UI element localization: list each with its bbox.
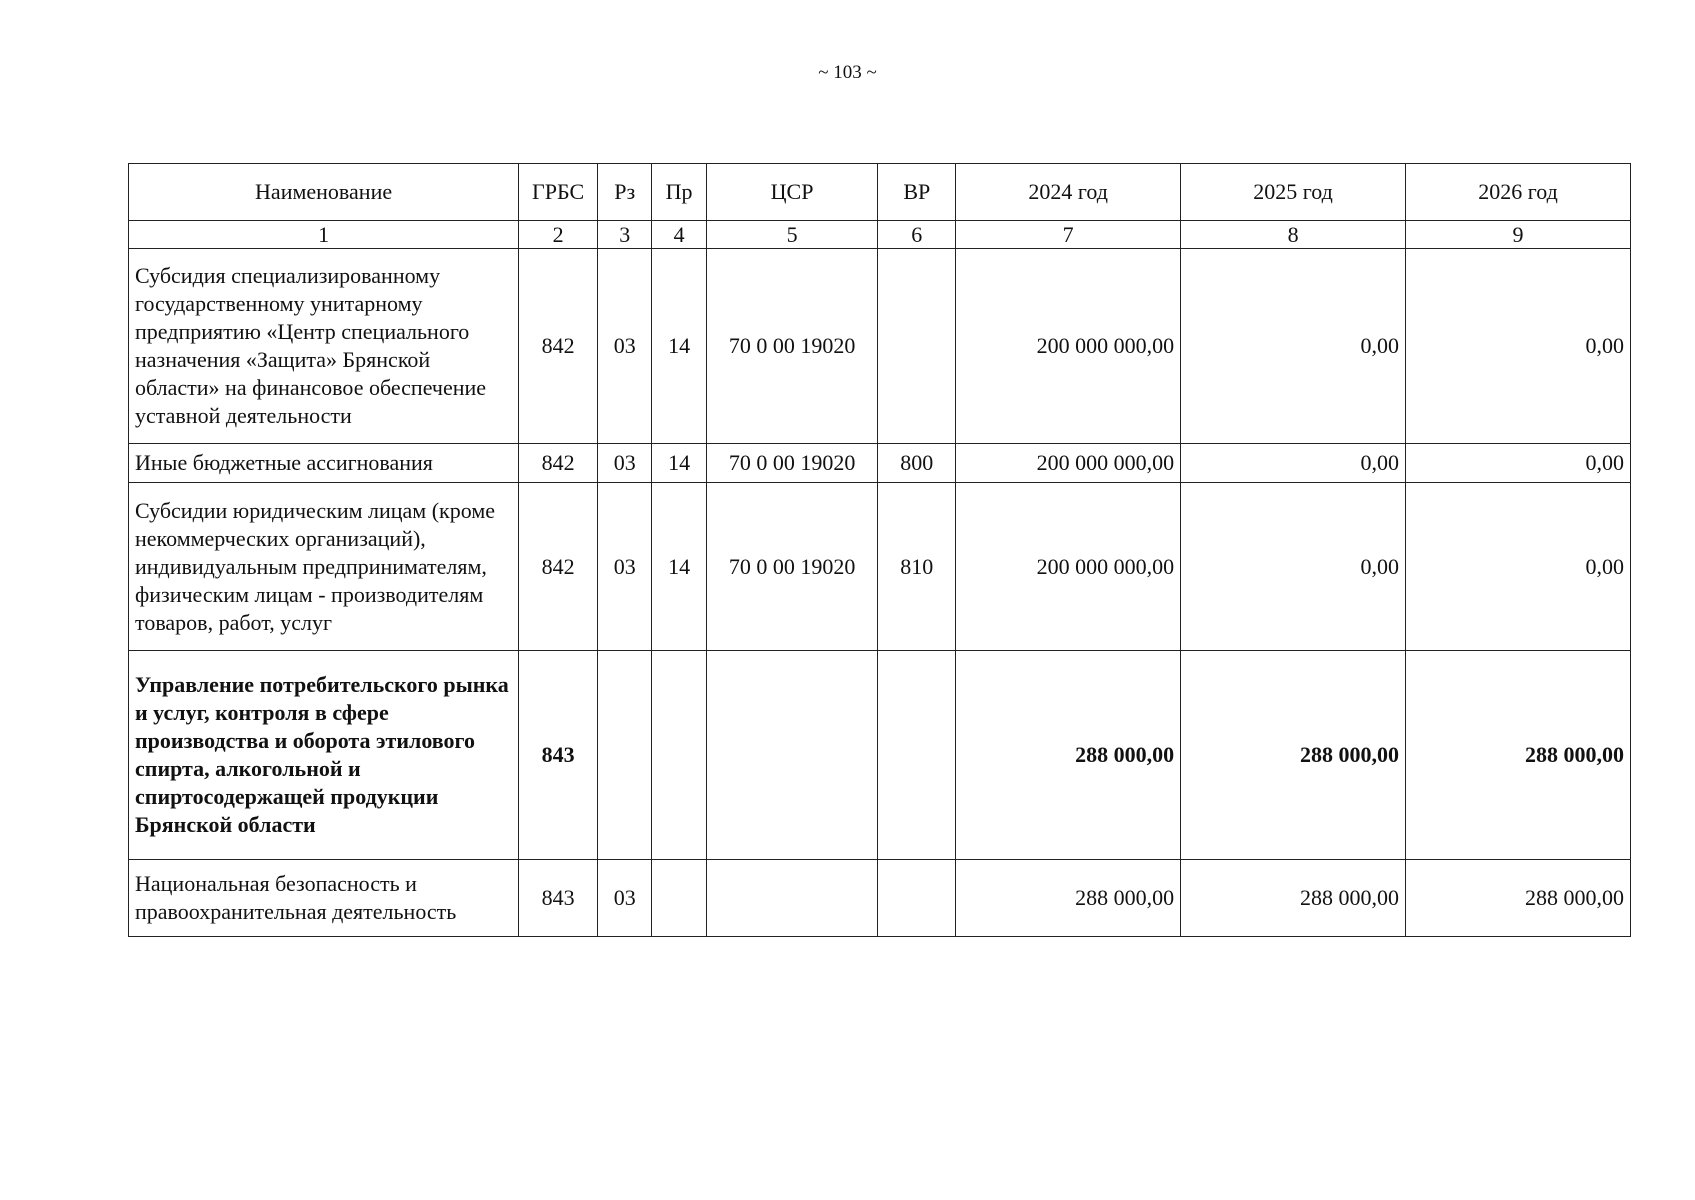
row-2025: 0,00 xyxy=(1181,444,1406,483)
row-grbs: 842 xyxy=(519,249,598,444)
row-name: Субсидии юридическим лицам (кроме некоммерческих организаций), индивидуальным предпринимателям, физическим лицам - производителям товаров, работ, услуг xyxy=(129,483,519,651)
row-rz: 03 xyxy=(598,249,652,444)
row-2024: 200 000 000,00 xyxy=(956,483,1181,651)
header-pr: Пр xyxy=(652,164,706,221)
table-row xyxy=(129,483,1631,651)
row-2024: 288 000,00 xyxy=(956,860,1181,937)
table-row xyxy=(129,249,1631,444)
column-number: 1 xyxy=(129,221,519,249)
header-vr: ВР xyxy=(878,164,956,221)
column-number: 3 xyxy=(598,221,652,249)
row-2025: 288 000,00 xyxy=(1181,651,1406,860)
row-name: Иные бюджетные ассигнования xyxy=(129,444,519,483)
row-name: Национальная безопасность и правоохранительная деятельность xyxy=(129,860,519,937)
row-name: Управление потребительского рынка и услуг, контроля в сфере производства и оборота этилового спирта, алкогольной и спиртосодержащей продукции Брянской области xyxy=(129,651,519,860)
row-pr xyxy=(652,860,706,937)
table-row xyxy=(129,444,1631,483)
row-2026: 0,00 xyxy=(1406,483,1631,651)
row-vr xyxy=(878,249,956,444)
column-number: 4 xyxy=(652,221,706,249)
row-rz: 03 xyxy=(598,444,652,483)
row-2025: 0,00 xyxy=(1181,249,1406,444)
row-grbs: 842 xyxy=(519,444,598,483)
row-vr: 800 xyxy=(878,444,956,483)
row-2025: 288 000,00 xyxy=(1181,860,1406,937)
header-rz: Рз xyxy=(598,164,652,221)
row-pr xyxy=(652,651,706,860)
column-number: 7 xyxy=(956,221,1181,249)
table-row xyxy=(129,860,1631,937)
row-grbs: 843 xyxy=(519,651,598,860)
row-2024: 288 000,00 xyxy=(956,651,1181,860)
header-2025: 2025 год xyxy=(1181,164,1406,221)
header-grbs: ГРБС xyxy=(519,164,598,221)
row-grbs: 843 xyxy=(519,860,598,937)
table-row xyxy=(129,651,1631,860)
column-number: 8 xyxy=(1181,221,1406,249)
header-2024: 2024 год xyxy=(956,164,1181,221)
row-csr: 70 0 00 19020 xyxy=(706,249,878,444)
header-2026: 2026 год xyxy=(1406,164,1631,221)
column-number: 5 xyxy=(706,221,878,249)
row-pr: 14 xyxy=(652,483,706,651)
page-number: ~ 103 ~ xyxy=(818,62,877,83)
row-rz xyxy=(598,651,652,860)
column-number: 2 xyxy=(519,221,598,249)
row-csr: 70 0 00 19020 xyxy=(706,483,878,651)
row-2026: 288 000,00 xyxy=(1406,651,1631,860)
row-vr xyxy=(878,651,956,860)
row-2025: 0,00 xyxy=(1181,483,1406,651)
budget-table xyxy=(128,163,1631,937)
column-number-row xyxy=(129,221,1631,249)
header-row xyxy=(129,164,1631,221)
header-name: Наименование xyxy=(129,164,519,221)
row-vr xyxy=(878,860,956,937)
row-rz: 03 xyxy=(598,860,652,937)
column-number: 9 xyxy=(1406,221,1631,249)
row-csr xyxy=(706,860,878,937)
row-grbs: 842 xyxy=(519,483,598,651)
row-2024: 200 000 000,00 xyxy=(956,444,1181,483)
row-vr: 810 xyxy=(878,483,956,651)
row-csr xyxy=(706,651,878,860)
row-rz: 03 xyxy=(598,483,652,651)
row-2026: 0,00 xyxy=(1406,249,1631,444)
row-2026: 0,00 xyxy=(1406,444,1631,483)
row-pr: 14 xyxy=(652,444,706,483)
row-2026: 288 000,00 xyxy=(1406,860,1631,937)
column-number: 6 xyxy=(878,221,956,249)
header-csr: ЦСР xyxy=(706,164,878,221)
row-2024: 200 000 000,00 xyxy=(956,249,1181,444)
row-pr: 14 xyxy=(652,249,706,444)
row-csr: 70 0 00 19020 xyxy=(706,444,878,483)
row-name: Субсидия специализированному государственному унитарному предприятию «Центр специального назначения «Защита» Брянской области» на финансовое обеспечение уставной деятельности xyxy=(129,249,519,444)
